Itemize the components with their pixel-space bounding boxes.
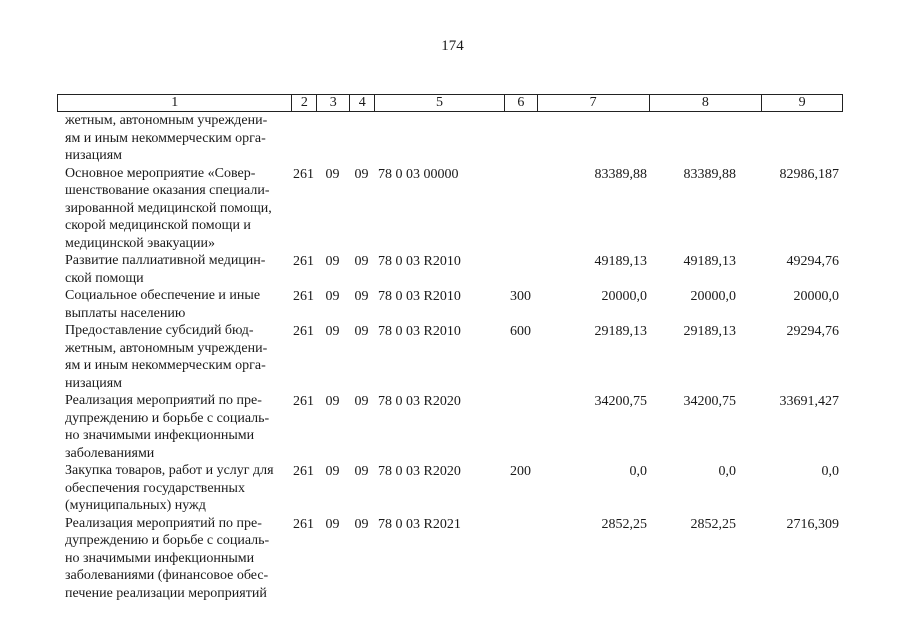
cell-c5	[374, 112, 504, 113]
cell-c5: 78 0 03 R2020	[378, 464, 461, 479]
table-header	[57, 94, 843, 112]
row-description	[57, 392, 291, 462]
cell-c3: 09	[325, 254, 340, 269]
cell-c2: 261	[293, 516, 314, 532]
header-col-4: 4	[349, 95, 374, 111]
cell-c7: 0,0	[629, 464, 647, 479]
cell-c4	[349, 112, 374, 113]
cell-c3	[316, 112, 349, 113]
description-line: медицинской эвакуации»	[65, 235, 216, 251]
cell-c6	[504, 515, 537, 516]
cell-c8: 29189,13	[683, 324, 736, 339]
table-row	[57, 515, 843, 603]
cell-c9: 2716,309	[786, 516, 839, 532]
description-line: обеспечения государственных	[65, 480, 245, 496]
cell-c6	[504, 165, 537, 166]
cell-c8: 34200,75	[683, 394, 736, 409]
cell-c4: 09	[354, 289, 369, 304]
cell-c6	[504, 112, 537, 113]
cell-c8: 49189,13	[683, 254, 736, 269]
description-line: заболеваниями (финансовое обес-	[65, 568, 269, 583]
row-description	[57, 287, 291, 322]
row-description	[57, 252, 291, 287]
description-line: но значимыми инфекционными	[65, 428, 255, 443]
cell-c4: 09	[354, 464, 369, 479]
cell-c5: 78 0 03 R2010	[378, 254, 461, 269]
description-line: Предоставление субсидий бюд-	[65, 323, 254, 338]
row-description	[57, 322, 291, 392]
description-line: заболеваниями	[65, 445, 155, 461]
cell-c2: 261	[293, 289, 314, 304]
cell-c7: 83389,88	[594, 166, 647, 182]
cell-c2: 261	[293, 324, 314, 339]
cell-c7: 2852,25	[601, 516, 647, 532]
header-col-6: 6	[504, 95, 537, 111]
cell-c5: 78 0 03 R2020	[378, 394, 461, 409]
cell-c9: 33691,427	[779, 394, 839, 409]
cell-c9: 29294,76	[786, 324, 839, 339]
description-line: зированной медицинской помощи,	[65, 200, 272, 216]
description-line: дупреждению и борьбе с социаль-	[65, 533, 270, 548]
cell-c7: 34200,75	[594, 394, 647, 409]
cell-c3: 09	[325, 324, 340, 339]
table-row	[57, 252, 843, 287]
description-line: (муниципальных) нужд	[65, 498, 206, 513]
cell-c9: 0,0	[821, 464, 839, 479]
description-line: Социальное обеспечение и иные	[65, 288, 261, 303]
cell-c4: 09	[354, 166, 369, 182]
description-line: жетным, автономным учреждени-	[65, 113, 268, 128]
cell-c4: 09	[354, 516, 369, 532]
description-line: низациям	[65, 148, 123, 163]
description-line: Основное мероприятие «Совер-	[65, 165, 256, 181]
cell-c8	[649, 112, 762, 113]
cell-c6	[504, 252, 537, 253]
cell-c6: 600	[510, 324, 531, 339]
description-line: печение реализации мероприятий	[65, 585, 267, 601]
table-row	[57, 112, 843, 165]
table-body	[57, 112, 843, 602]
cell-c9: 20000,0	[793, 289, 839, 304]
cell-c7: 20000,0	[601, 289, 647, 304]
header-col-7: 7	[537, 95, 649, 111]
cell-c2	[291, 112, 316, 113]
cell-c5: 78 0 03 00000	[378, 166, 459, 182]
cell-c3: 09	[325, 166, 340, 182]
row-description	[57, 165, 291, 253]
header-col-8: 8	[649, 95, 762, 111]
cell-c2: 261	[293, 464, 314, 479]
description-line: жетным, автономным учреждени-	[65, 340, 268, 356]
description-line: шенствование оказания специали-	[65, 183, 270, 198]
cell-c5: 78 0 03 R2010	[378, 289, 461, 304]
header-col-5: 5	[374, 95, 504, 111]
description-line: ям и иным некоммерческим орга-	[65, 358, 266, 373]
cell-c9: 49294,76	[786, 254, 839, 269]
cell-c4: 09	[354, 324, 369, 339]
cell-c9	[762, 112, 843, 113]
header-col-2: 2	[291, 95, 316, 111]
row-description	[57, 462, 291, 515]
cell-c8: 20000,0	[690, 289, 736, 304]
description-line: дупреждению и борьбе с социаль-	[65, 410, 270, 426]
table-row	[57, 287, 843, 322]
page-number: 174	[441, 38, 464, 54]
cell-c2: 261	[293, 254, 314, 269]
description-line: Закупка товаров, работ и услуг для	[65, 463, 274, 478]
cell-c4: 09	[354, 254, 369, 269]
cell-c6: 200	[510, 464, 531, 479]
description-line: но значимыми инфекционными	[65, 550, 255, 566]
cell-c8: 2852,25	[690, 516, 736, 532]
description-line: скорой медицинской помощи и	[65, 218, 251, 233]
row-description	[57, 112, 291, 165]
header-col-9: 9	[761, 95, 842, 111]
cell-c5: 78 0 03 R2021	[378, 516, 461, 532]
cell-c6: 300	[510, 289, 531, 304]
cell-c7: 29189,13	[594, 324, 647, 339]
description-line: выплаты населению	[65, 305, 186, 321]
description-line: Реализация мероприятий по пре-	[65, 393, 262, 408]
cell-c3: 09	[325, 289, 340, 304]
cell-c2: 261	[293, 166, 314, 182]
description-line: низациям	[65, 375, 123, 391]
cell-c5: 78 0 03 R2010	[378, 324, 461, 339]
cell-c7	[537, 112, 649, 113]
header-col-1: 1	[171, 95, 179, 110]
cell-c3: 09	[325, 394, 340, 409]
cell-c9: 82986,187	[779, 166, 839, 182]
cell-c4: 09	[354, 394, 369, 409]
description-line: ской помощи	[65, 270, 144, 286]
cell-c2: 261	[293, 394, 314, 409]
description-line: ям и иным некоммерческим орга-	[65, 130, 266, 146]
table-row	[57, 322, 843, 392]
table-row	[57, 462, 843, 515]
table-row	[57, 392, 843, 462]
cell-c3: 09	[325, 516, 340, 532]
header-col-3: 3	[316, 95, 349, 111]
table-row	[57, 165, 843, 253]
description-line: Реализация мероприятий по пре-	[65, 515, 262, 531]
cell-c8: 83389,88	[683, 166, 736, 182]
description-line: Развитие паллиативной медицин-	[65, 253, 266, 268]
cell-c8: 0,0	[718, 464, 736, 479]
row-description	[57, 515, 291, 603]
cell-c7: 49189,13	[594, 254, 647, 269]
cell-c6	[504, 392, 537, 393]
cell-c3: 09	[325, 464, 340, 479]
